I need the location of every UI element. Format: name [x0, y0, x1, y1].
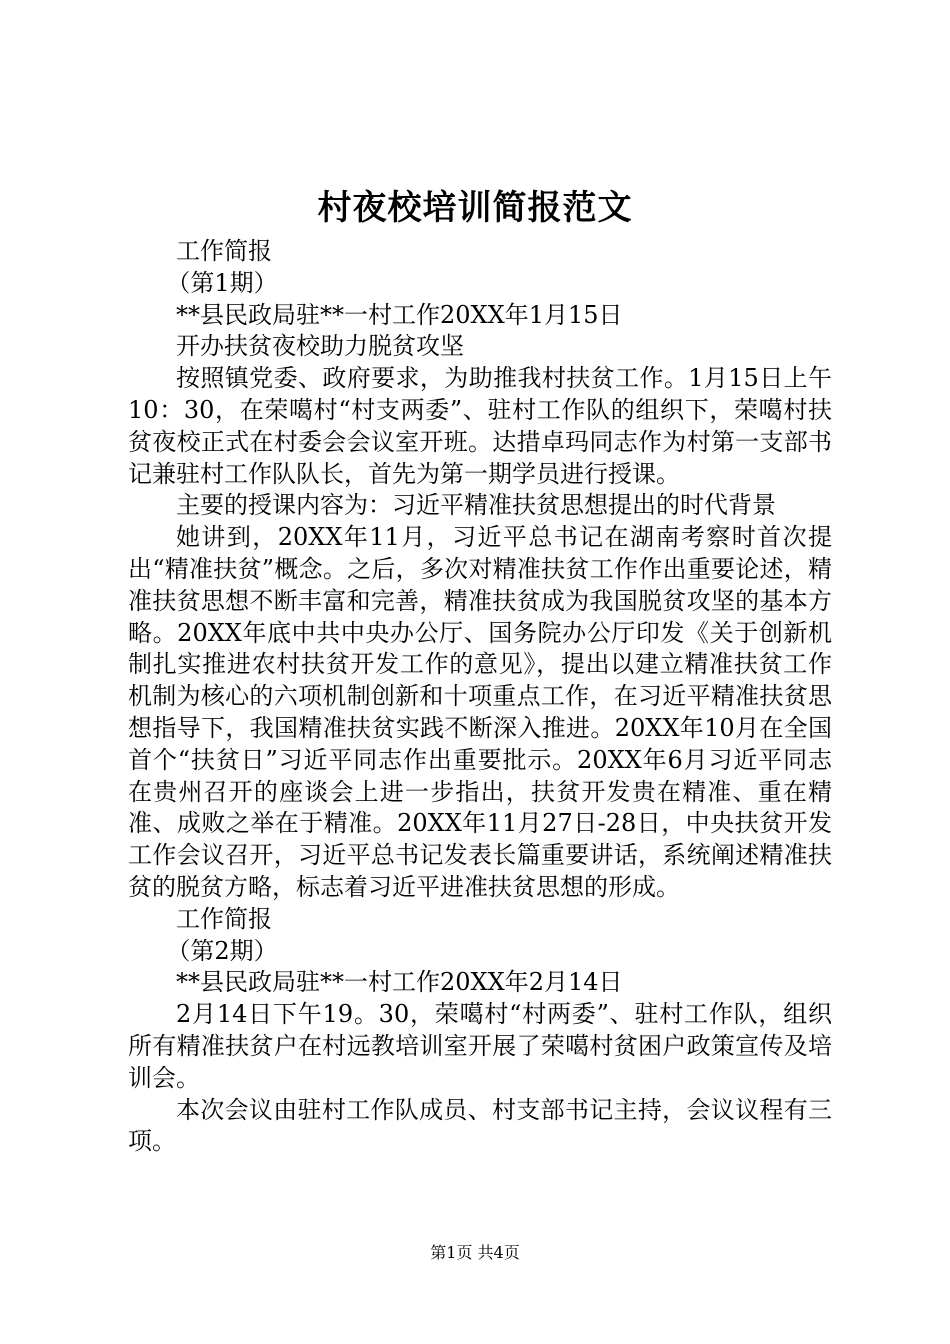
issue-number: （第1期）: [166, 268, 278, 297]
issuer-date-line: **县民政局驻**一村工作20XX年2月14日: [176, 968, 623, 997]
body-paragraph: 按照镇党委、政府要求，为助推我村扶贫工作。1月15日上午10：30，在荣噶村“村支两委”、驻村工作队的组织下，荣噶村扶贫夜校正式在村委会会议室开班。达措卓玛同志作为村第一支部书记兼驻村工作队队长，首先为第一期学员进行授课。: [128, 364, 832, 488]
issuer-date-line: **县民政局驻**一村工作20XX年1月15日: [176, 300, 623, 329]
body-paragraph: 2月14日下午19。30，荣噶村“村两委”、驻村工作队，组织所有精准扶贫户在村远教培训室开展了荣噶村贫困户政策宣传及培训会。: [128, 1000, 832, 1092]
document-title: 村夜校培训简报范文: [317, 188, 633, 228]
section-heading: 工作简报: [176, 237, 272, 265]
issue-number: （第2期）: [166, 936, 278, 965]
section-heading: 工作简报: [176, 904, 272, 933]
article-headline: 开办扶贫夜校助力脱贫攻坚: [176, 332, 464, 361]
body-paragraph: 本次会议由驻村工作队成员、村支部书记主持，会议议程有三项。: [128, 1095, 832, 1156]
body-paragraph: 主要的授课内容为：习近平精准扶贫思想提出的时代背景: [176, 491, 776, 520]
page-footer: 第1页 共4页: [430, 1243, 520, 1262]
body-paragraph: 她讲到，20XX年11月，习近平总书记在湖南考察时首次提出“精准扶贫”概念。之后，多次对精准扶贫工作作出重要论述，精准扶贫思想不断丰富和完善，精准扶贫成为我国脱贫攻坚的基本方略。20XX年底中共中央办公厅、国务院办公厅印发《关于创新机制扎实推进农村扶贫开发工作的意见》，提出以建立精准扶贫工作机制为核心的六项机制创新和十项重点工作，在习近平精准扶贫思想指导下，我国精准扶贫实践不断深入推进。20XX年10月在全国首个“扶贫日”习近平同志作出重要批示。20XX年6月习近平同志在贵州召开的座谈会上进一步指出，扶贫开发贵在精准、重在精准、成败之举在于精准。20XX年11月27日-28日，中央扶贫开发工作会议召开，习近平总书记发表长篇重要讲话，系统阐述精准扶贫的脱贫方略，标志着习近平进准扶贫思想的形成。: [128, 523, 832, 901]
document-body: [128, 236, 832, 1158]
